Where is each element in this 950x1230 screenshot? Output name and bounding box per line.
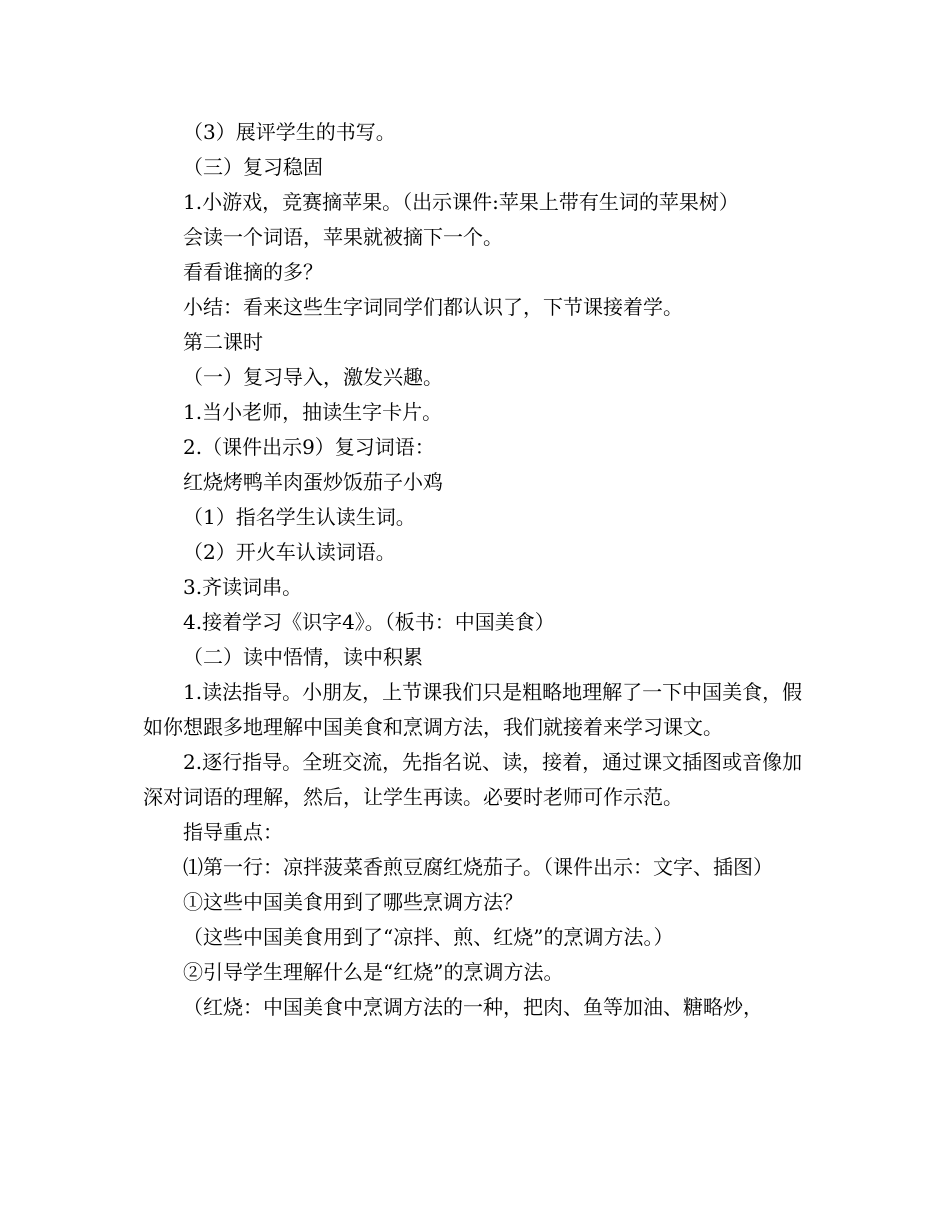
paragraph-2: （三）复习稳固	[183, 155, 323, 179]
paragraph-5: 看看谁摘的多？	[183, 260, 323, 284]
paragraph-19: 指导重点：	[183, 820, 283, 844]
paragraph-8: （一）复习导入，激发兴趣。	[183, 365, 443, 389]
paragraph-11: 红烧烤鸭羊肉蛋炒饭茄子小鸡	[183, 470, 443, 494]
paragraph-15: 4.接着学习《识字4》。（板书：中国美食）	[183, 610, 555, 634]
paragraph-18: 2.逐行指导。全班交流，先指名说、读，接着，通过课文插图或音像加深对词语的理解，然后，让学生再读。必要时老师可作示范。	[143, 750, 803, 809]
document-body	[143, 115, 815, 1025]
paragraph-12: （1）指名学生认读生词。	[183, 505, 416, 529]
paragraph-6: 小结：看来这些生字词同学们都认识了，下节课接着学。	[183, 295, 683, 319]
paragraph-13: （2）开火车认读词语。	[183, 540, 396, 564]
paragraph-4: 会读一个词语，苹果就被摘下一个。	[183, 225, 503, 249]
paragraph-23: ②引导学生理解什么是“红烧”的烹调方法。	[183, 960, 564, 984]
paragraph-20: ⑴第一行：凉拌菠菜香煎豆腐红烧茄子。（课件出示：文字、插图）	[183, 855, 773, 879]
paragraph-1: （3）展评学生的书写。	[183, 120, 396, 144]
paragraph-21: ①这些中国美食用到了哪些烹调方法？	[183, 890, 523, 914]
paragraph-24: （红烧：中国美食中烹调方法的一种，把肉、鱼等加油、糖略炒，	[183, 995, 763, 1019]
paragraph-3: 1.小游戏，竞赛摘苹果。（出示课件:苹果上带有生词的苹果树）	[183, 190, 739, 214]
paragraph-9: 1.当小老师，抽读生字卡片。	[183, 400, 443, 424]
paragraph-10: 2.（课件出示9）复习词语：	[183, 435, 435, 459]
paragraph-16: （二）读中悟情，读中积累	[183, 645, 423, 669]
section-heading-second-lesson: 第二课时	[183, 330, 263, 354]
paragraph-17: 1.读法指导。小朋友，上节课我们只是粗略地理解了一下中国美食，假如你想跟多地理解中国美食和烹调方法，我们就接着来学习课文。	[143, 680, 803, 739]
paragraph-14: 3.齐读词串。	[183, 575, 303, 599]
paragraph-22: （这些中国美食用到了“凉拌、煎、红烧”的烹调方法。）	[183, 925, 674, 949]
